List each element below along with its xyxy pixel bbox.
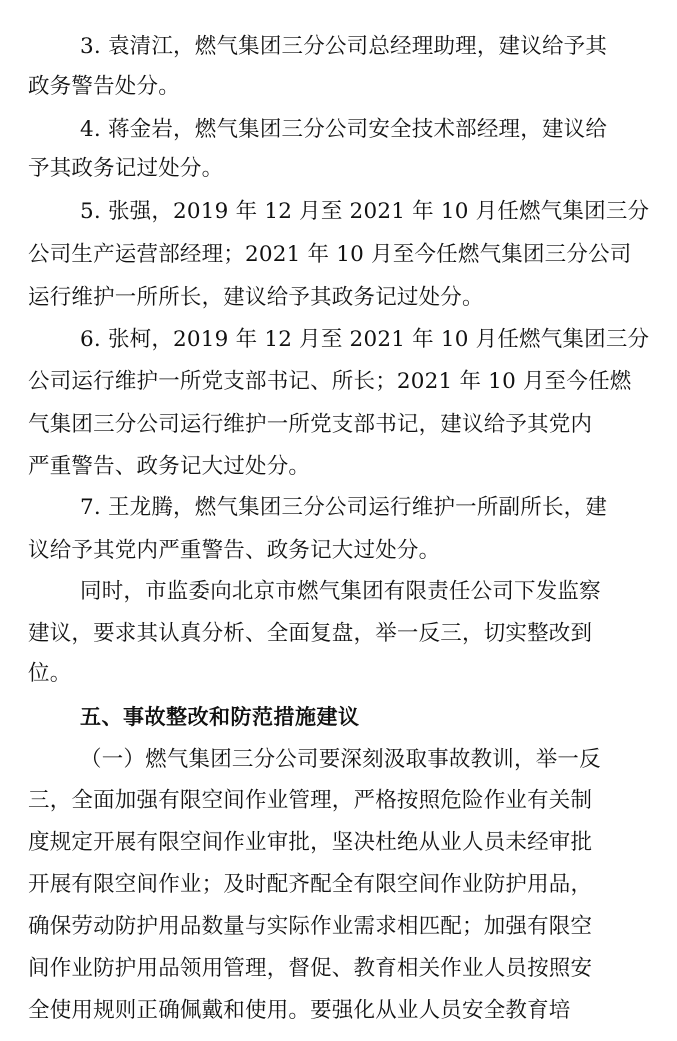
- text-line: 严重警告、政务记大过处分。: [28, 454, 311, 479]
- text-line: 同时，市监委向北京市燃气集团有限责任公司下发监察: [80, 579, 601, 604]
- text-line: 位。: [28, 661, 72, 686]
- text-line: 7. 王龙腾，燃气集团三分公司运行维护一所副所长，建: [80, 495, 608, 520]
- text-line: 气集团三分公司运行维护一所党支部书记，建议给予其党内: [28, 412, 593, 437]
- text-line: 全使用规则正确佩戴和使用。要强化从业人员安全教育培: [28, 998, 571, 1023]
- text-line: 6. 张柯，2019 年 12 月至 2021 年 10 月任燃气集团三分: [80, 327, 650, 352]
- text-line: 公司生产运营部经理；2021 年 10 月至今任燃气集团三分公司: [28, 242, 632, 267]
- text-line: 运行维护一所所长，建议给予其政务记过处分。: [28, 285, 484, 310]
- text-line: 确保劳动防护用品数量与实际作业需求相匹配；加强有限空: [28, 914, 593, 939]
- text-line: 予其政务记过处分。: [28, 156, 224, 181]
- text-line: 度规定开展有限空间作业审批，坚决杜绝从业人员未经审批: [28, 830, 593, 855]
- text-line: 议给予其党内严重警告、政务记大过处分。: [28, 538, 441, 563]
- text-line: 建议，要求其认真分析、全面复盘，举一反三，切实整改到: [28, 621, 593, 646]
- text-line: 三，全面加强有限空间作业管理，严格按照危险作业有关制: [28, 788, 593, 813]
- text-line: 3. 袁清江，燃气集团三分公司总经理助理，建议给予其: [80, 34, 608, 59]
- text-line: 政务警告处分。: [28, 74, 180, 99]
- text-line: （一）燃气集团三分公司要深刻汲取事故教训，举一反: [80, 747, 601, 772]
- section-heading: 五、事故整改和防范措施建议: [80, 705, 360, 729]
- text-line: 开展有限空间作业；及时配齐配全有限空间作业防护用品，: [28, 872, 593, 897]
- text-line: 公司运行维护一所党支部书记、所长；2021 年 10 月至今任燃: [28, 369, 632, 394]
- text-line: 5. 张强，2019 年 12 月至 2021 年 10 月任燃气集团三分: [80, 199, 650, 224]
- text-line: 间作业防护用品领用管理，督促、教育相关作业人员按照安: [28, 956, 593, 981]
- text-line: 4. 蒋金岩，燃气集团三分公司安全技术部经理，建议给: [80, 117, 608, 142]
